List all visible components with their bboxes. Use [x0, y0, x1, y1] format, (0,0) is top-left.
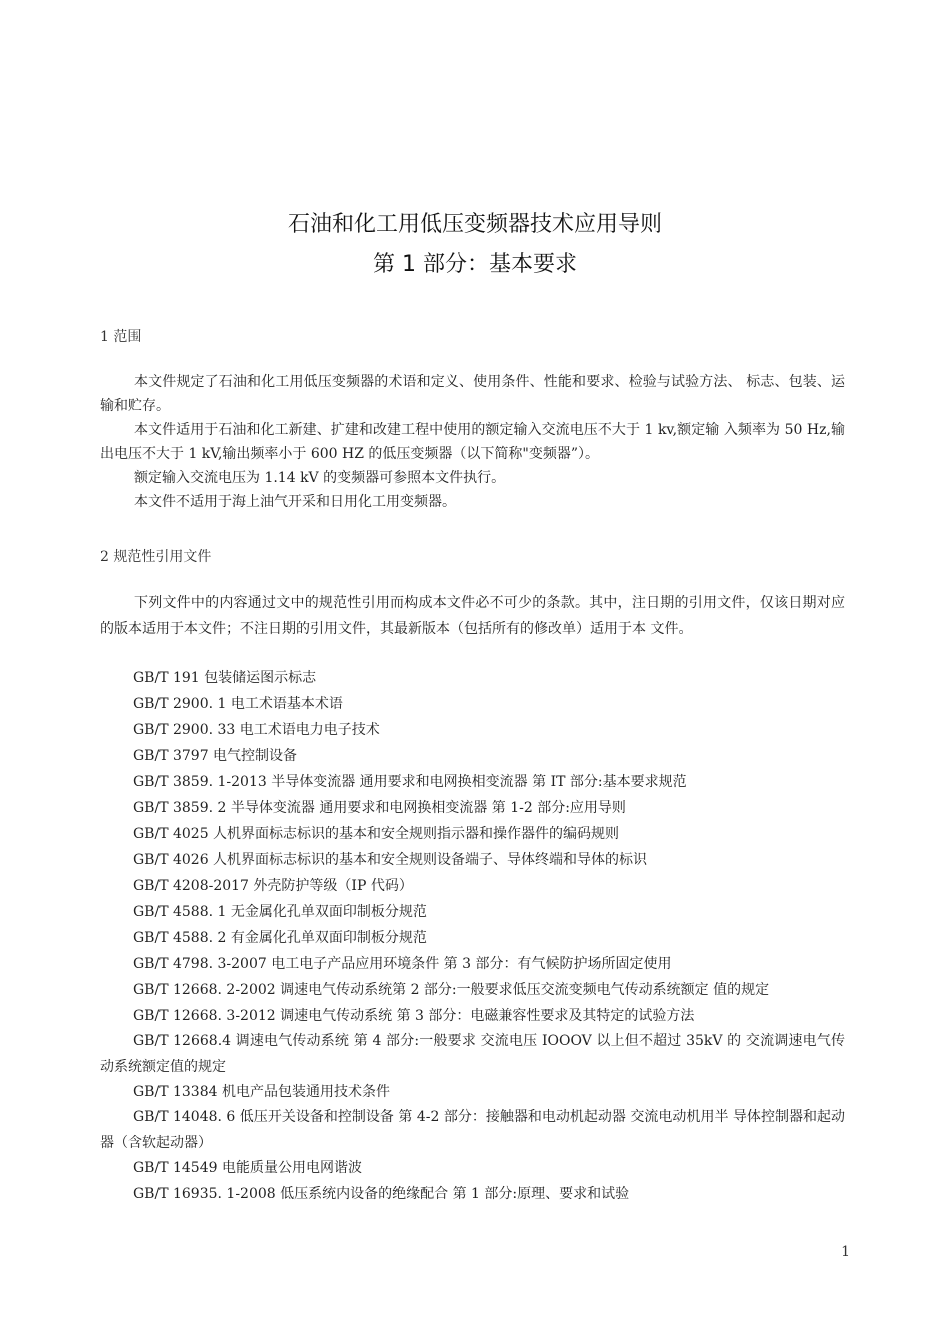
reference-item-13384: GB/T 13384 机电产品包装通用技术条件 — [133, 1084, 390, 1100]
section-heading-scope: 1 范围 — [100, 329, 142, 345]
reference-item: GB/T 4025 人机界面标志标识的基本和安全规则指示器和操作器件的编码规则 — [133, 826, 620, 842]
scope-paragraph-2: 本文件适用于石油和化工新建、扩建和改建工程中使用的额定输入交流电压不大于 1 kv,额定输 入频率为 50 Hz,输出电压不大于 1 kV,输出频率小于 600 HZ 的低压变频器（以下简称"变频器”）。 — [100, 422, 845, 462]
reference-item: GB/T 3797 电气控制设备 — [133, 748, 298, 764]
scope-paragraph-4: 本文件不适用于海上油气开采和日用化工用变频器。 — [134, 494, 456, 510]
reference-item: GB/T 4798. 3-2007 电工电子产品应用环境条件 第 3 部分：有气候防护场所固定使用 — [133, 956, 672, 972]
document-title: 石油和化工用低压变频器技术应用导则 — [287, 212, 662, 237]
scope-paragraph-1: 本文件规定了石油和化工用低压变频器的术语和定义、使用条件、性能和要求、检验与试验方法、 标志、包装、运输和贮存。 — [100, 374, 845, 414]
reference-item: GB/T 4588. 1 无金属化孔单双面印制板分规范 — [133, 904, 427, 920]
document-subtitle: 第 1 部分：基本要求 — [373, 252, 577, 277]
reference-item: GB/T 12668. 3-2012 调速电气传动系统 第 3 部分：电磁兼容性要求及其特定的试验方法 — [133, 1008, 695, 1024]
reference-item-14549: GB/T 14549 电能质量公用电网谐波 — [133, 1160, 362, 1176]
scope-paragraph-3: 额定输入交流电压为 1.14 kV 的变频器可参照本文件执行。 — [134, 470, 506, 486]
reference-item: GB/T 3859. 2 半导体变流器 通用要求和电网换相变流器 第 1-2 部分:应用导则 — [133, 800, 626, 816]
reference-item-12668-4: GB/T 12668.4 调速电气传动系统 第 4 部分:一般要求 交流电压 IOOOV 以上但不超过 35kV 的 交流调速电气传动系统额定值的规定 — [100, 1033, 845, 1075]
reference-item: GB/T 4026 人机界面标志标识的基本和安全规则设备端子、导体终端和导体的标识 — [133, 852, 648, 868]
page-number: 1 — [841, 1244, 850, 1260]
references-intro: 下列文件中的内容通过文中的规范性引用而构成本文件必不可少的条款。其中，注日期的引用文件，仅该日期对应的版本适用于本文件；不注日期的引用文件，其最新版本（包括所有的修改单）适用于本 文件。 — [100, 595, 845, 637]
reference-item-16935-1: GB/T 16935. 1-2008 低压系统内设备的绝缘配合 第 1 部分:原理、要求和试验 — [133, 1186, 630, 1202]
reference-item: GB/T 4588. 2 有金属化孔单双面印制板分规范 — [133, 930, 427, 946]
reference-item-14048-6: GB/T 14048. 6 低压开关设备和控制设备 第 4-2 部分：接触器和电动机起动器 交流电动机用半 导体控制器和起动器（含软起动器） — [100, 1109, 845, 1151]
reference-item: GB/T 2900. 33 电工术语电力电子技术 — [133, 722, 380, 738]
reference-item: GB/T 3859. 1-2013 半导体变流器 通用要求和电网换相变流器 第 IT 部分:基本要求规范 — [133, 774, 687, 790]
section-heading-references: 2 规范性引用文件 — [100, 549, 212, 565]
reference-item: GB/T 4208-2017 外壳防护等级（IP 代码） — [133, 878, 413, 894]
reference-item: GB/T 12668. 2-2002 调速电气传动系统第 2 部分:一般要求低压交流变频电气传动系统额定 值的规定 — [133, 982, 770, 998]
reference-item: GB/T 2900. 1 电工术语基本术语 — [133, 696, 343, 712]
reference-item: GB/T 191 包装储运图示标志 — [133, 670, 317, 686]
